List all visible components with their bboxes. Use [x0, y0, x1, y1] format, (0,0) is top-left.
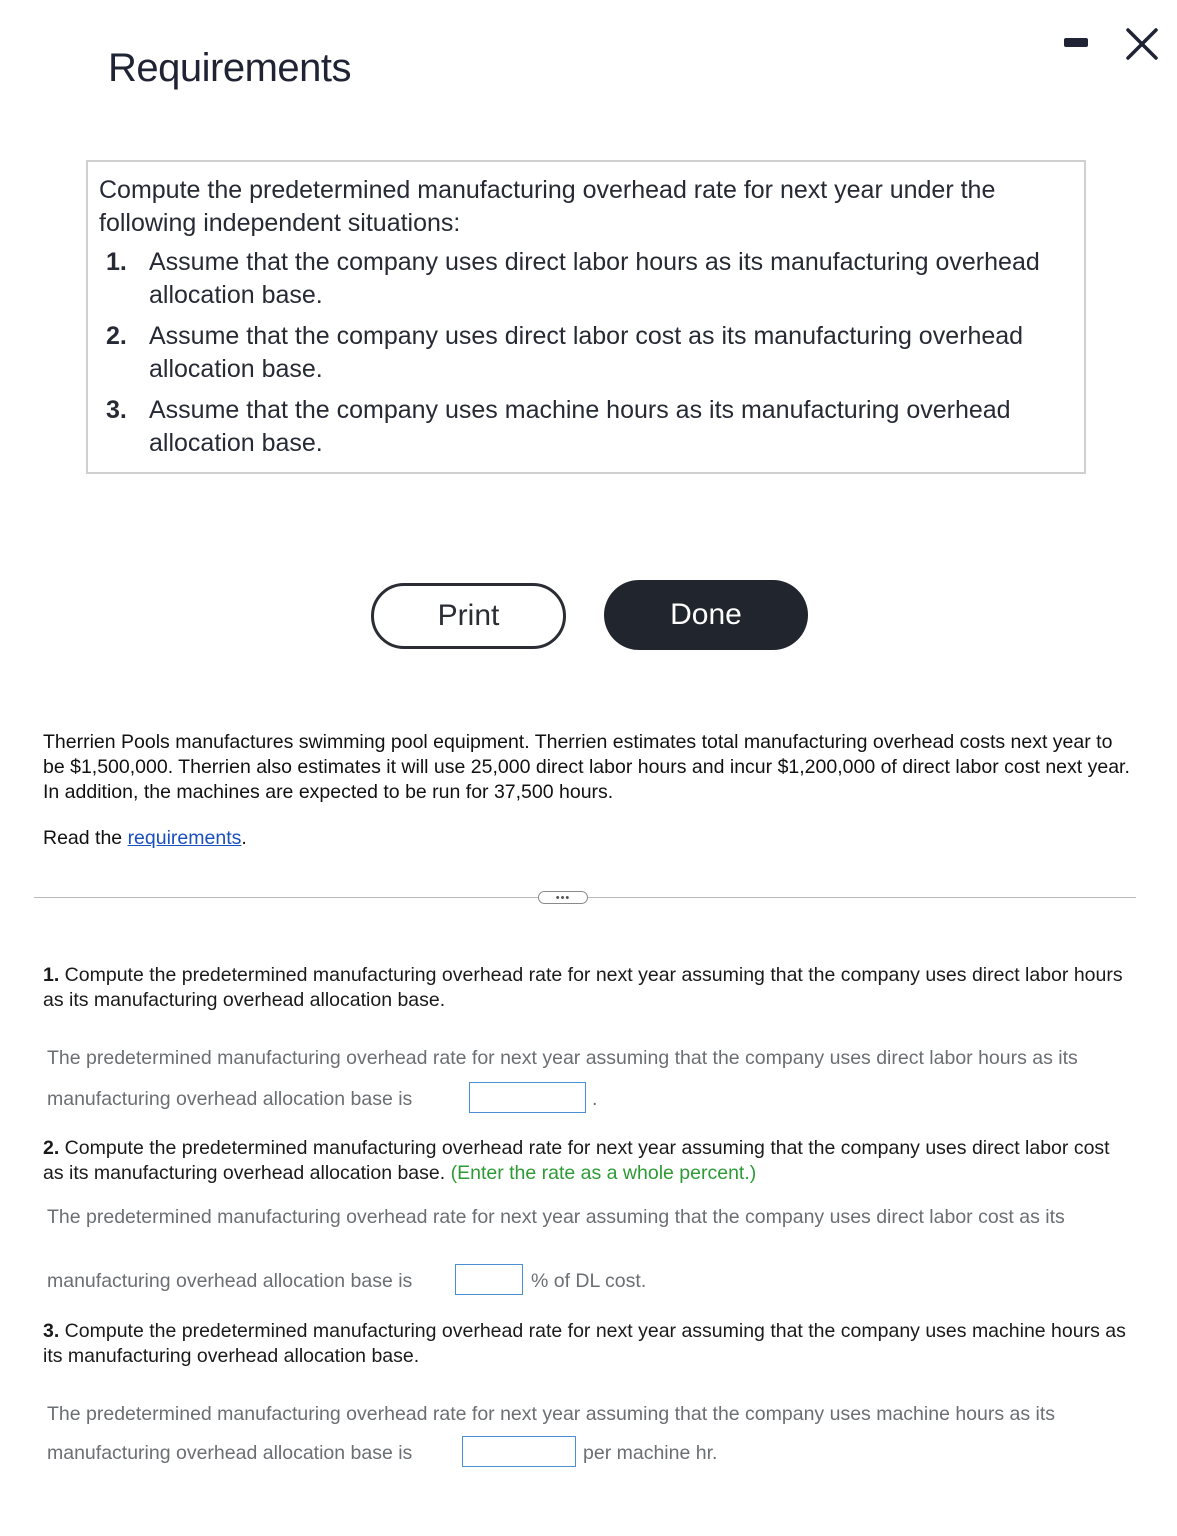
problem-text: Therrien Pools manufactures swimming pool equipment. Therrien estimates total manufacturing overhead costs next year to be $1,500,000. Therrien also estimates it will use 25,000 direct labor hours and incur $1,200,000 of direct labor cost next year. In addition, the machines are expected to be run for 37,500 hours. — [43, 731, 1130, 803]
requirement-item — [99, 394, 1072, 460]
answer-2-input[interactable] — [455, 1264, 523, 1295]
minimize-icon[interactable] — [1064, 38, 1088, 47]
read-suffix: . — [241, 827, 247, 849]
answer-3-unit: per machine hr. — [583, 1442, 718, 1464]
answer-1-line-1: The predetermined manufacturing overhead rate for next year assuming that the company uses direct labor hours as its — [47, 1047, 1078, 1069]
question-number: 1. — [43, 964, 60, 986]
question-3-heading — [43, 1319, 1133, 1369]
requirement-text: Assume that the company uses direct labor cost as its manufacturing overhead allocation base. — [149, 322, 1024, 383]
requirement-item — [99, 320, 1072, 386]
question-hint: (Enter the rate as a whole percent.) — [450, 1162, 757, 1184]
answer-2-unit: % of DL cost. — [531, 1270, 647, 1292]
problem-statement — [43, 730, 1133, 805]
requirement-text: Assume that the company uses direct labor hours as its manufacturing overhead allocation base. — [149, 248, 1040, 309]
requirement-number: 1. — [106, 248, 127, 276]
answer-2-line-2: manufacturing overhead allocation base is — [47, 1270, 413, 1292]
read-requirements-line — [43, 827, 247, 850]
requirements-intro: Compute the predetermined manufacturing overhead rate for next year under the following independent situations: — [99, 176, 996, 237]
answer-1-suffix: . — [592, 1088, 598, 1110]
close-icon[interactable] — [1122, 24, 1162, 64]
answer-3-input[interactable] — [462, 1436, 576, 1467]
question-number: 2. — [43, 1137, 60, 1159]
requirements-list — [99, 246, 1072, 460]
question-text: Compute the predetermined manufacturing overhead rate for next year assuming that the company uses direct labor hours as its manufacturing overhead allocation base. — [43, 964, 1123, 1011]
print-button[interactable]: Print — [371, 583, 566, 649]
requirements-box — [86, 160, 1086, 474]
expand-more-button[interactable]: ••• — [538, 891, 588, 904]
question-1-heading — [43, 963, 1133, 1013]
done-button[interactable]: Done — [604, 580, 808, 650]
requirements-title: Requirements — [108, 46, 352, 90]
answer-1-line-2: manufacturing overhead allocation base is — [47, 1088, 413, 1110]
requirement-text: Assume that the company uses machine hours as its manufacturing overhead allocation base. — [149, 396, 1011, 457]
answer-2-line-1: The predetermined manufacturing overhead rate for next year assuming that the company uses direct labor cost as its — [47, 1206, 1065, 1228]
question-text: Compute the predetermined manufacturing overhead rate for next year assuming that the company uses direct labor cost as its manufacturing overhead allocation base. — [43, 1137, 1110, 1184]
requirement-item — [99, 246, 1072, 312]
question-2-heading — [43, 1136, 1133, 1186]
read-prefix: Read the — [43, 827, 128, 849]
answer-3-line-2: manufacturing overhead allocation base is — [47, 1442, 413, 1464]
requirement-number: 3. — [106, 396, 127, 424]
answer-3-line-1: The predetermined manufacturing overhead rate for next year assuming that the company uses machine hours as its — [47, 1403, 1056, 1425]
question-text: Compute the predetermined manufacturing overhead rate for next year assuming that the company uses machine hours as its manufacturing overhead allocation base. — [43, 1320, 1126, 1367]
requirements-link[interactable]: requirements — [127, 827, 242, 849]
question-number: 3. — [43, 1320, 60, 1342]
answer-1-input[interactable] — [469, 1082, 586, 1113]
requirement-number: 2. — [106, 322, 127, 350]
